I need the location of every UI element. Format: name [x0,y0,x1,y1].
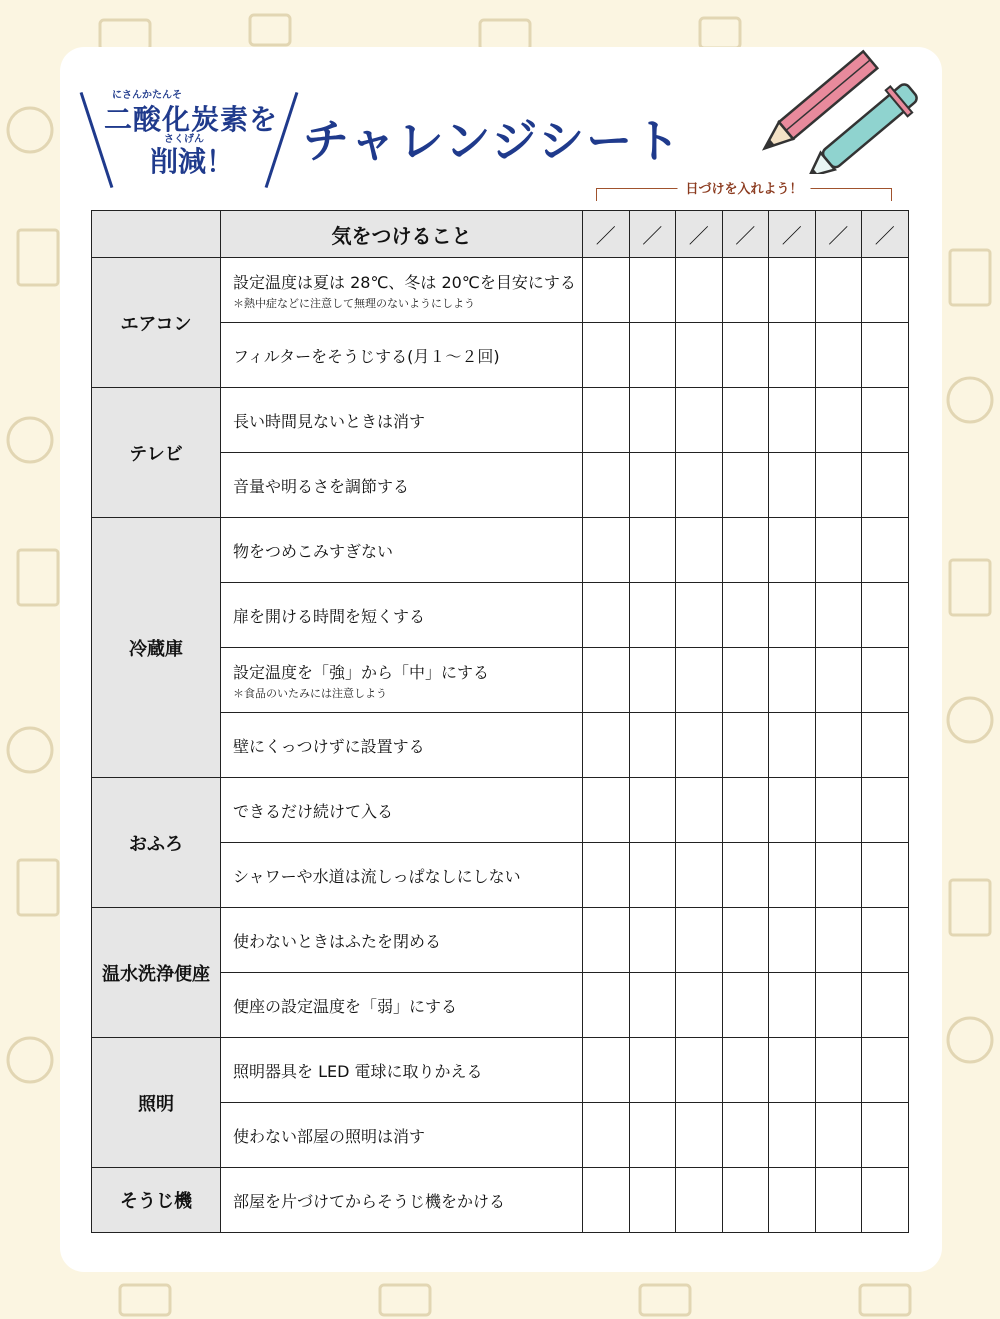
date-note-label: 日づけを入れよう！ [677,178,810,197]
check-cell[interactable] [583,1168,630,1233]
check-cell[interactable] [722,908,769,973]
check-cell[interactable] [815,518,862,583]
pencil-and-pen-illustration [756,34,926,174]
table-body [92,258,909,1233]
item-cell [221,778,583,843]
check-cell[interactable] [769,908,816,973]
check-cell[interactable] [583,583,630,648]
check-cell[interactable] [583,648,630,713]
check-cell[interactable] [722,323,769,388]
check-cell[interactable] [676,388,723,453]
table-row [92,388,909,453]
check-cell[interactable] [676,323,723,388]
check-cell[interactable] [815,778,862,843]
check-cell[interactable] [815,258,862,323]
check-cell[interactable] [862,648,909,713]
check-cell[interactable] [769,323,816,388]
check-cell[interactable] [862,518,909,583]
title-badge [80,90,290,190]
check-cell[interactable] [629,713,676,778]
check-cell[interactable] [815,323,862,388]
check-cell[interactable] [722,1103,769,1168]
check-cell[interactable] [583,453,630,518]
check-cell[interactable] [815,1103,862,1168]
check-cell[interactable] [769,258,816,323]
category-label: おふろ [92,778,221,908]
item-cell [221,388,583,453]
table-row [92,1038,909,1103]
check-cell[interactable] [676,648,723,713]
date-slot-1[interactable]: ／ [583,211,630,258]
item-cell [221,908,583,973]
item-text: 扉を開ける時間を短くする [233,606,426,626]
check-cell[interactable] [815,1168,862,1233]
check-cell[interactable] [583,258,630,323]
category-label: テレビ [92,388,221,518]
check-cell[interactable] [583,518,630,583]
check-cell[interactable] [722,1038,769,1103]
check-cell[interactable] [676,518,723,583]
date-note [596,176,892,200]
check-cell[interactable] [769,388,816,453]
check-cell[interactable] [862,1038,909,1103]
category-label: 冷蔵庫 [92,518,221,778]
item-text: 使わない部屋の照明は消す [233,1126,426,1146]
item-text: 壁にくっつけずに設置する [233,736,425,756]
check-cell[interactable] [769,518,816,583]
check-cell[interactable] [676,843,723,908]
check-cell[interactable] [629,843,676,908]
item-text: フィルターをそうじする(月１～２回) [233,346,500,366]
check-cell[interactable] [862,713,909,778]
table-row [92,778,909,843]
item-text: 設定温度を「強」から「中」にする [233,662,490,682]
item-cell [221,648,583,713]
item-cell [221,843,583,908]
check-cell[interactable] [862,908,909,973]
check-cell[interactable] [629,908,676,973]
check-cell[interactable] [815,713,862,778]
item-text: 照明器具を LED 電球に取りかえる [233,1061,483,1081]
item-cell [221,713,583,778]
check-cell[interactable] [629,1103,676,1168]
check-cell[interactable] [815,583,862,648]
check-cell[interactable] [676,583,723,648]
check-cell[interactable] [676,258,723,323]
item-cell [221,1168,583,1233]
category-header [92,211,221,258]
check-cell[interactable] [629,453,676,518]
check-cell[interactable] [862,843,909,908]
check-cell[interactable] [629,1168,676,1233]
check-cell[interactable] [815,908,862,973]
check-cell[interactable] [722,973,769,1038]
date-slot-3[interactable]: ／ [676,211,723,258]
table-header-row [92,211,909,258]
check-cell[interactable] [722,388,769,453]
check-cell[interactable] [722,583,769,648]
item-cell [221,258,583,323]
check-cell[interactable] [769,453,816,518]
date-slot-2[interactable]: ／ [629,211,676,258]
check-cell[interactable] [862,973,909,1038]
table-row [92,518,909,583]
check-cell[interactable] [769,1103,816,1168]
check-cell[interactable] [862,453,909,518]
item-cell [221,583,583,648]
check-cell[interactable] [583,778,630,843]
item-note: ＊熱中症などに注意して無理のないようにしよう [233,296,475,310]
item-text: 使わないときはふたを閉める [233,931,442,951]
check-cell[interactable] [862,323,909,388]
table-row [92,258,909,323]
check-cell[interactable] [676,1168,723,1233]
item-text: 物をつめこみすぎない [233,541,394,561]
check-cell[interactable] [769,1038,816,1103]
check-cell[interactable] [815,648,862,713]
check-cell[interactable] [583,843,630,908]
check-cell[interactable] [815,843,862,908]
check-cell[interactable] [769,648,816,713]
check-cell[interactable] [769,778,816,843]
item-cell [221,323,583,388]
check-cell[interactable] [815,453,862,518]
check-cell[interactable] [722,1168,769,1233]
category-label: 照明 [92,1038,221,1168]
check-cell[interactable] [629,323,676,388]
item-note: ＊食品のいたみには注意しよう [233,686,387,700]
item-cell [221,973,583,1038]
check-cell[interactable] [722,648,769,713]
check-cell[interactable] [583,713,630,778]
badge-line-2: 削減！ [150,145,235,178]
item-text: シャワーや水道は流しっぱなしにしない [233,866,521,886]
check-cell[interactable] [629,388,676,453]
check-cell[interactable] [583,323,630,388]
check-cell[interactable] [722,713,769,778]
item-cell [221,1103,583,1168]
item-text: 音量や明るさを調節する [233,476,410,496]
check-cell[interactable] [862,1103,909,1168]
check-cell[interactable] [629,1038,676,1103]
category-label: エアコン [92,258,221,388]
check-cell[interactable] [722,843,769,908]
table-row [92,908,909,973]
check-cell[interactable] [862,778,909,843]
check-cell[interactable] [676,453,723,518]
date-slot-7[interactable]: ／ [862,211,909,258]
item-cell [221,453,583,518]
check-cell[interactable] [676,908,723,973]
check-cell[interactable] [862,258,909,323]
challenge-table [91,210,909,1233]
page-title: チャレンジシート [303,114,683,168]
check-cell[interactable] [629,518,676,583]
check-cell[interactable] [722,258,769,323]
date-slot-4[interactable]: ／ [722,211,769,258]
badge-ruby-1: にさんかたんそ [112,90,182,101]
check-cell[interactable] [769,973,816,1038]
category-label: そうじ機 [92,1168,221,1233]
check-cell[interactable] [583,908,630,973]
check-cell[interactable] [676,713,723,778]
date-slot-5[interactable]: ／ [769,211,816,258]
check-cell[interactable] [862,388,909,453]
item-cell [221,518,583,583]
check-cell[interactable] [629,973,676,1038]
check-cell[interactable] [583,1038,630,1103]
check-cell[interactable] [583,388,630,453]
check-cell[interactable] [862,1168,909,1233]
item-text: 便座の設定温度を「弱」にする [233,996,458,1016]
check-cell[interactable] [629,648,676,713]
check-cell[interactable] [676,778,723,843]
check-cell[interactable] [862,583,909,648]
badge-ruby-2: さくげん [164,134,204,145]
item-cell [221,1038,583,1103]
item-text: 長い時間見ないときは消す [233,411,426,431]
item-text: 部屋を片づけてからそうじ機をかける [233,1191,506,1211]
check-cell[interactable] [769,583,816,648]
table-row [92,1168,909,1233]
check-cell[interactable] [722,778,769,843]
check-cell[interactable] [629,583,676,648]
item-text: 設定温度は夏は 28℃、冬は 20℃を目安にする [233,272,576,292]
check-cell[interactable] [722,453,769,518]
check-cell[interactable] [676,1038,723,1103]
check-cell[interactable] [722,518,769,583]
check-cell[interactable] [676,1103,723,1168]
check-cell[interactable] [676,973,723,1038]
check-cell[interactable] [815,388,862,453]
item-text: できるだけ続けて入る [233,801,394,821]
check-cell[interactable] [629,778,676,843]
check-cell[interactable] [815,1038,862,1103]
check-cell[interactable] [769,1168,816,1233]
check-cell[interactable] [769,843,816,908]
badge-line-1: 二酸化炭素を [104,103,279,136]
check-cell[interactable] [583,1103,630,1168]
check-cell[interactable] [583,973,630,1038]
date-slot-6[interactable]: ／ [815,211,862,258]
check-cell[interactable] [815,973,862,1038]
check-cell[interactable] [629,258,676,323]
category-label: 温水洗浄便座 [92,908,221,1038]
item-header: 気をつけること [221,211,583,258]
check-cell[interactable] [769,713,816,778]
